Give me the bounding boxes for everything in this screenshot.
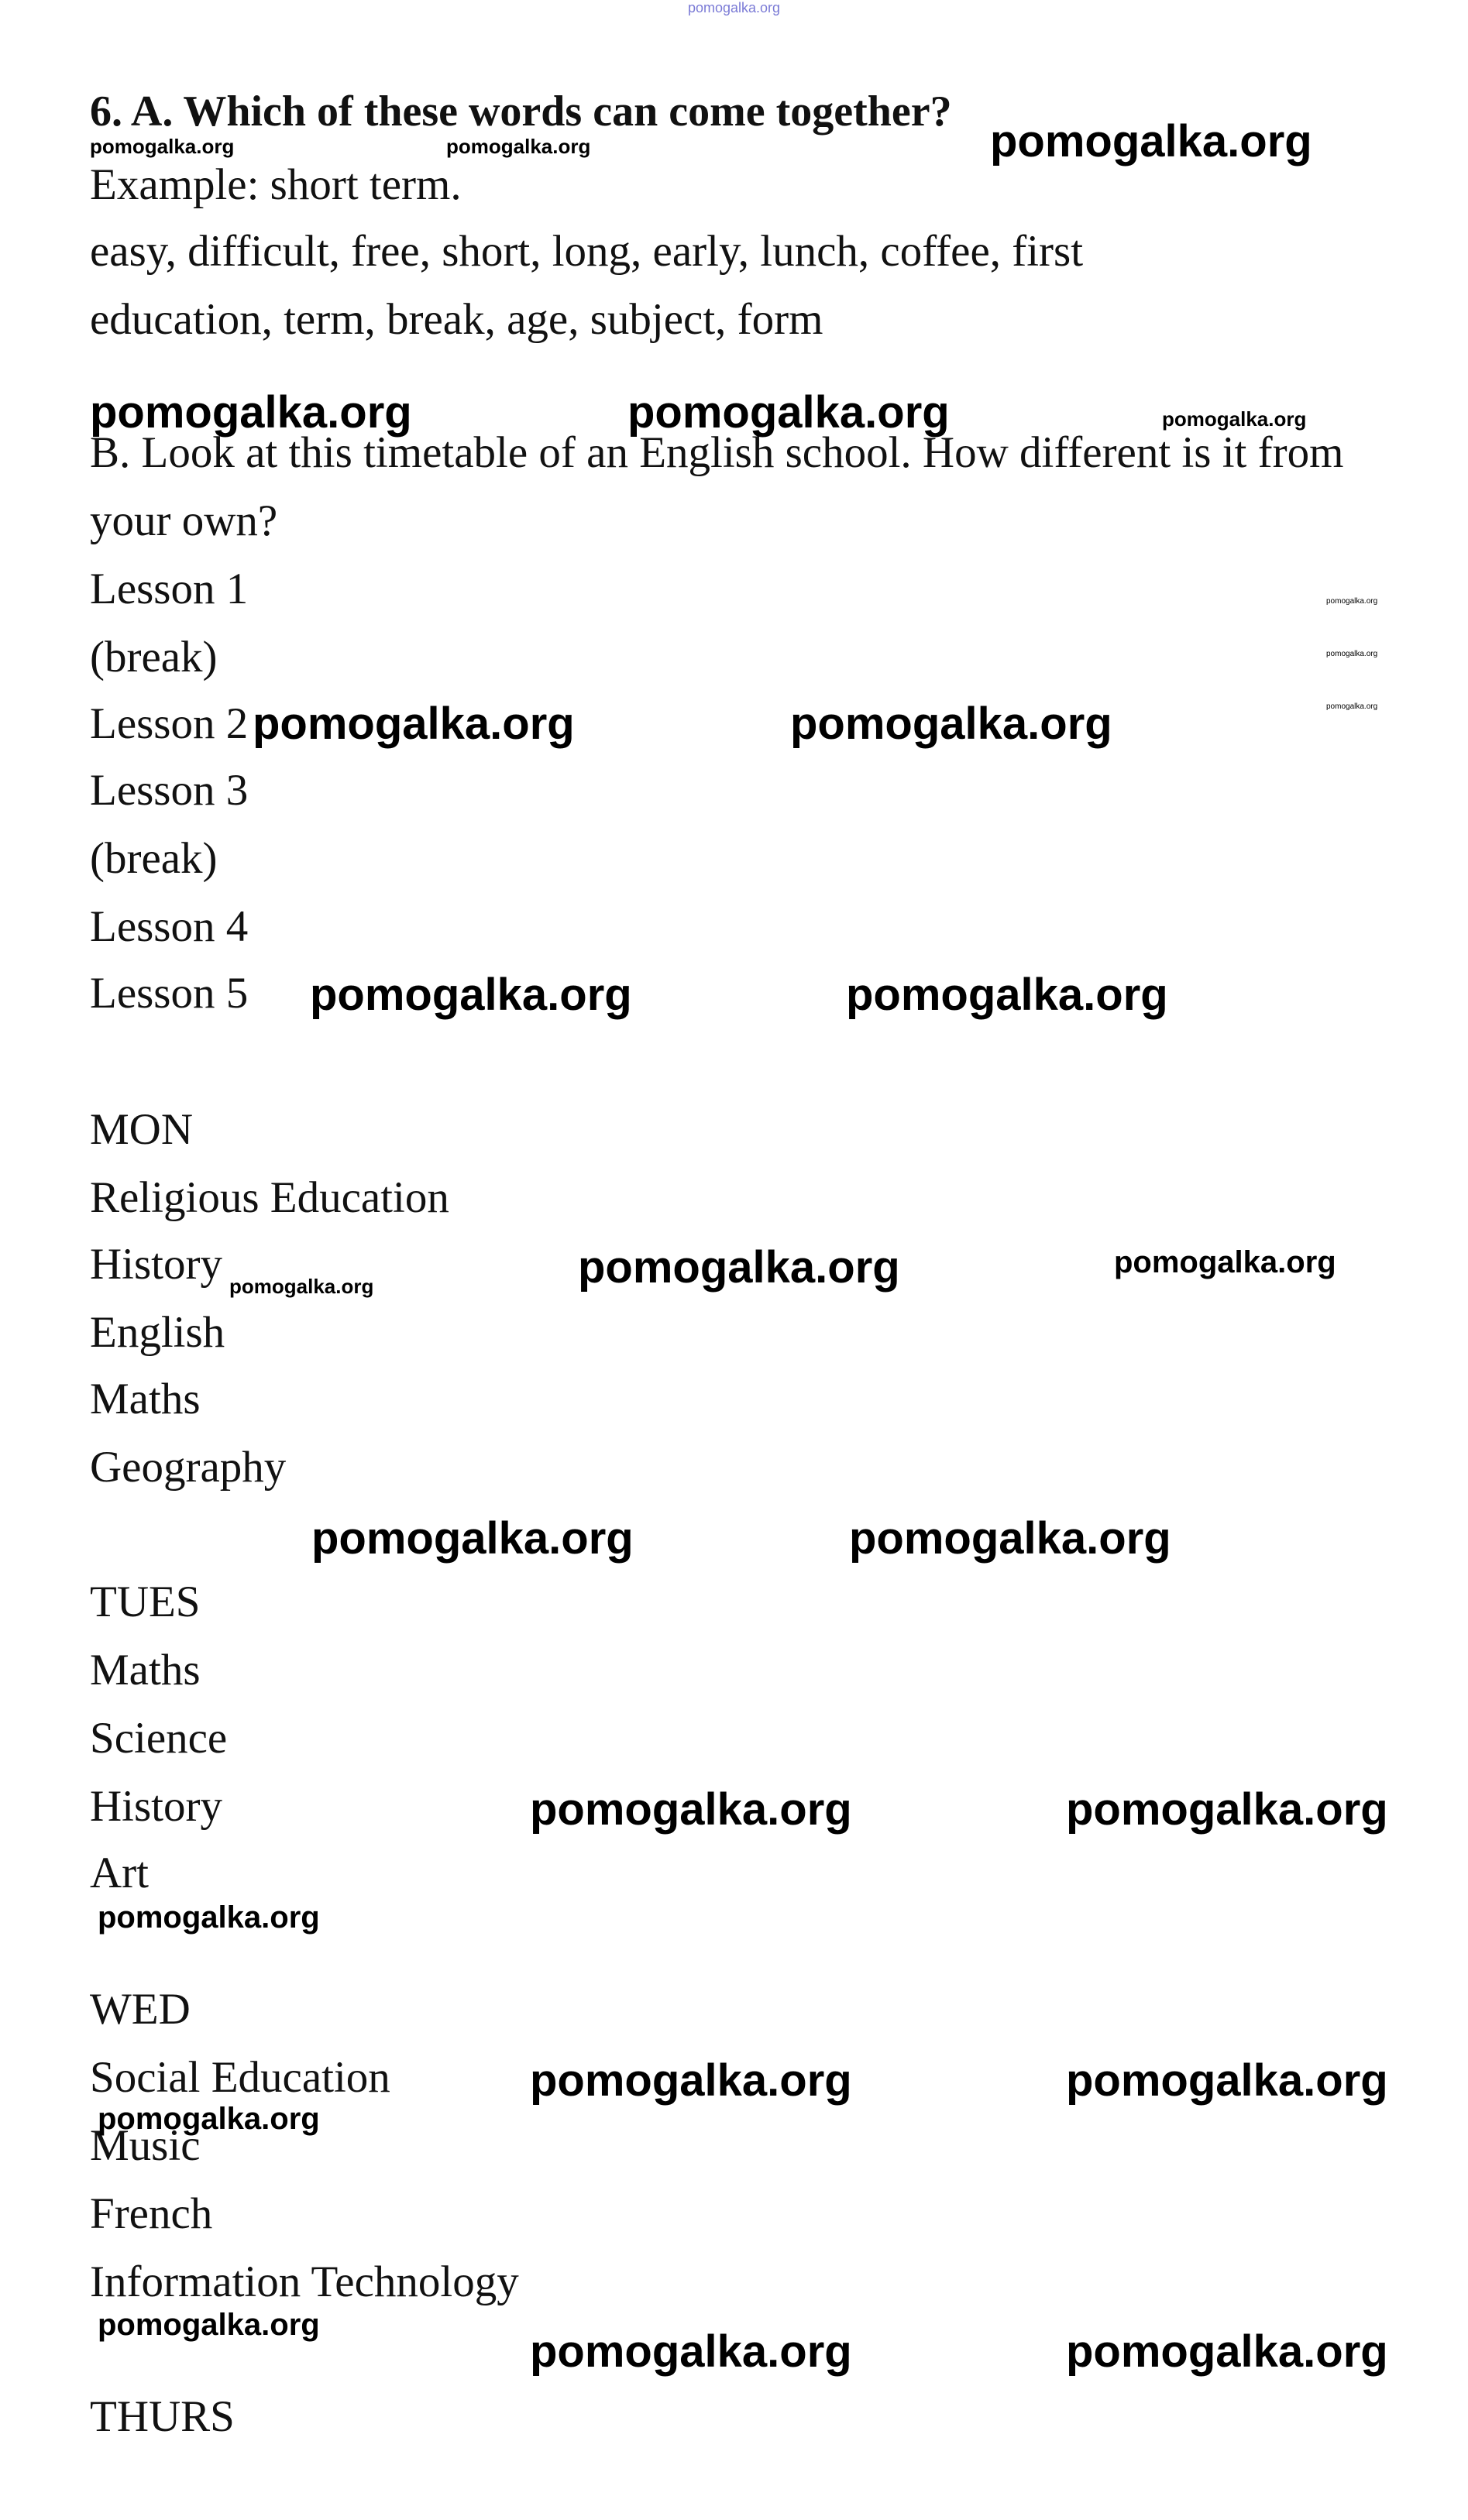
- site-link[interactable]: pomogalka.org: [687, 0, 781, 15]
- subject-item: French: [90, 2189, 213, 2238]
- subject-item: Maths: [90, 1646, 201, 1694]
- lesson-item: Lesson 1: [90, 565, 249, 613]
- watermark: pomogalka.org: [1326, 650, 1378, 658]
- watermark: pomogalka.org: [530, 1784, 852, 1835]
- lesson-item: (break): [90, 633, 218, 681]
- subject-item: History: [90, 1782, 222, 1831]
- watermark: pomogalka.org: [253, 699, 575, 749]
- watermark: pomogalka.org: [98, 2102, 320, 2136]
- day-heading: THURS: [90, 2392, 235, 2441]
- subject-item: Social Education: [90, 2053, 390, 2102]
- word-list-line-1: easy, difficult, free, short, long, early, lunch, coffee, first: [90, 227, 1084, 276]
- watermark: pomogalka.org: [578, 1242, 900, 1293]
- watermark: pomogalka.org: [98, 1900, 320, 1935]
- example-line: Example: short term.: [90, 160, 462, 209]
- subject-item: Science: [90, 1714, 228, 1763]
- watermark: pomogalka.org: [311, 1513, 634, 1564]
- watermark: pomogalka.org: [1326, 702, 1378, 711]
- day-heading: MON: [90, 1105, 194, 1154]
- watermark: pomogalka.org: [446, 135, 591, 158]
- exercise-heading: 6. A. Which of these words can come together?: [90, 88, 952, 136]
- subject-item: Religious Education: [90, 1173, 449, 1222]
- watermark: pomogalka.org: [790, 699, 1112, 749]
- part-b-question-line-1: B. Look at this timetable of an English school. How different is it from: [90, 428, 1344, 477]
- watermark: pomogalka.org: [229, 1275, 374, 1298]
- day-heading: TUES: [90, 1578, 201, 1626]
- watermark: pomogalka.org: [1162, 407, 1307, 431]
- watermark: pomogalka.org: [849, 1513, 1171, 1564]
- watermark: pomogalka.org: [530, 2055, 852, 2106]
- watermark: pomogalka.org: [990, 116, 1312, 167]
- lesson-item: (break): [90, 834, 218, 883]
- lesson-item: Lesson 5: [90, 969, 249, 1018]
- lesson-item: Lesson 4: [90, 902, 249, 951]
- word-list-line-2: education, term, break, age, subject, form: [90, 295, 823, 344]
- watermark: pomogalka.org: [530, 2326, 852, 2377]
- watermark: pomogalka.org: [1326, 597, 1378, 606]
- watermark: pomogalka.org: [90, 135, 235, 158]
- watermark: pomogalka.org: [310, 970, 632, 1020]
- watermark: pomogalka.org: [1114, 1245, 1336, 1279]
- lesson-item: Lesson 2: [90, 699, 249, 748]
- watermark: pomogalka.org: [98, 2308, 320, 2342]
- watermark: pomogalka.org: [1066, 1784, 1388, 1835]
- watermark: pomogalka.org: [627, 387, 950, 438]
- day-heading: WED: [90, 1985, 191, 2034]
- subject-item: Maths: [90, 1375, 201, 1423]
- subject-item: History: [90, 1240, 222, 1289]
- subject-item: Information Technology: [90, 2257, 519, 2306]
- watermark: pomogalka.org: [1066, 2055, 1388, 2106]
- subject-item: Music: [90, 2121, 201, 2170]
- subject-item: Geography: [90, 1443, 287, 1492]
- lesson-item: Lesson 3: [90, 766, 249, 815]
- watermark: pomogalka.org: [90, 387, 412, 438]
- watermark: pomogalka.org: [1066, 2326, 1388, 2377]
- part-b-question-line-2: your own?: [90, 496, 278, 545]
- subject-item: English: [90, 1308, 225, 1357]
- subject-item: Art: [90, 1849, 149, 1897]
- watermark: pomogalka.org: [846, 970, 1168, 1020]
